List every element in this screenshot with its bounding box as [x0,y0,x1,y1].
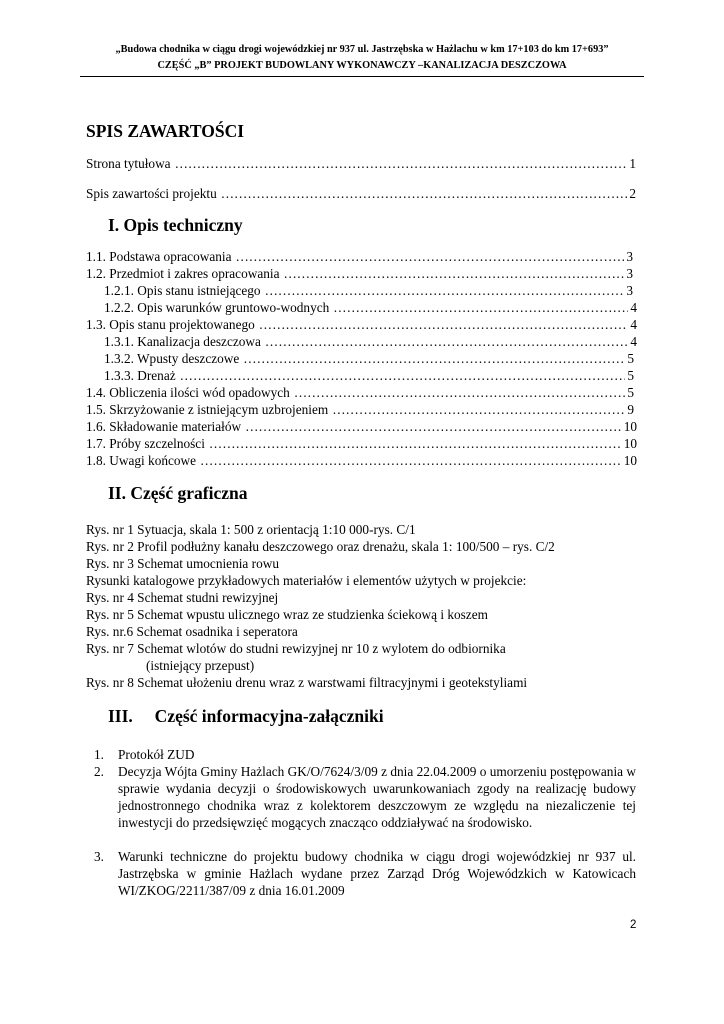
page-title: SPIS ZAWARTOŚCI [86,121,245,141]
toc-entry: 1.2.2. Opis warunków gruntowo-wodnych …………………………………………………………………………………………………………………………………………………………………… 4 [104,299,637,316]
header-line-2: CZĘŚĆ „B” PROJEKT BUDOWLANY WYKONAWCZY –KANALIZACJA DESZCZOWA [157,60,567,71]
page-number: 2 [630,919,637,931]
toc-entry: 1.2.1. Opis stanu istniejącego …………………………………………………………………………………………………………………………………………………………………… 3 [104,282,633,299]
toc-entry: 1.7. Próby szczelności …………………………………………………………………………………………………………………………………………………………………… 10 [86,435,637,452]
drawing-list-line: Rysunki katalogowe przykładowych materiałów i elementów użytych w projekcie: [86,573,527,588]
toc-entry-contents: Spis zawartości projektu …………………………………………………………………………………………………………………………………………………………………… 2 [86,185,636,202]
header-line-1: „Budowa chodnika w ciągu drogi wojewódzkiej nr 937 ul. Jastrzębska w Hażlachu w km 17+103 do km 17+693” [115,44,609,55]
toc-entry: 1.5. Skrzyżowanie z istniejącym uzbrojeniem …………………………………………………………………………………………………………………………………………………………………… 9 [86,401,634,418]
drawing-list-line: (istniejący przepust) [146,658,255,673]
toc-entry: 1.8. Uwagi końcowe …………………………………………………………………………………………………………………………………………………………………… 10 [86,452,637,469]
drawing-list-line: Rys. nr 7 Schemat wlotów do studni rewizyjnej nr 10 z wylotem do odbiornika [86,641,506,656]
toc-entry: 1.3.2. Wpusty deszczowe …………………………………………………………………………………………………………………………………………………………………… 5 [104,350,634,367]
attachment-text: Warunki techniczne do projektu budowy chodnika w ciągu drogi wojewódzkiej nr 937 ul. Jastrzębska w gminie Hażlach wydane przez Zarząd Dróg Wojewódzkich w Katowicach WI/ZKOG/2211/387/09 z dnia 16.01.2009 [118,849,636,898]
attachment-number: 3. [94,849,104,864]
attachment-text: Decyzja Wójta Gminy Hażlach GK/O/7624/3/09 z dnia 22.04.2009 o umorzeniu postępowania w sprawie wydania decyzji o środowiskowych uwarunkowaniach zgody na realizację budowy jednostronnego chodnika wraz z kolektorem deszczowym ze względu na niezaliczenie tej inwestycji do przedsięwzięć mogących znacząco oddziaływać na środowisko. [118,764,636,830]
toc-entry: 1.6. Składowanie materiałów …………………………………………………………………………………………………………………………………………………………………… 10 [86,418,637,435]
drawing-list-line: Rys. nr 2 Profil podłużny kanału deszczowego oraz drenażu, skala 1: 100/500 – rys. C/2 [86,539,555,554]
toc-entry: 1.2. Przedmiot i zakres opracowania …………………………………………………………………………………………………………………………………………………………………… 3 [86,265,633,282]
attachment-number: 1. [94,747,104,762]
drawing-list-line: Rys. nr 1 Sytuacja, skala 1: 500 z orientacją 1:10 000-rys. C/1 [86,522,416,537]
section-1-heading: I. Opis techniczny [108,215,243,235]
toc-entry: 1.3. Opis stanu projektowanego …………………………………………………………………………………………………………………………………………………………………… 4 [86,316,637,333]
drawing-list-line: Rys. nr.6 Schemat osadnika i seperatora [86,624,298,639]
header-divider [80,76,644,77]
section-2-heading: II. Część graficzna [108,483,248,503]
toc-entry: 1.3.3. Drenaż …………………………………………………………………………………………………………………………………………………………………… 5 [104,367,634,384]
drawing-list-line: Rys. nr 5 Schemat wpustu ulicznego wraz ze studzienka ściekową i koszem [86,607,488,622]
toc-entry: 1.4. Obliczenia ilości wód opadowych …………………………………………………………………………………………………………………………………………………………………… 5 [86,384,634,401]
attachment-number: 2. [94,764,104,779]
section-3-heading: III. Część informacyjna-załączniki [108,706,384,726]
toc-entry-title-page: Strona tytułowa …………………………………………………………………………………………………………………………………………………………………… 1 [86,155,636,172]
toc-entry: 1.3.1. Kanalizacja deszczowa …………………………………………………………………………………………………………………………………………………………………… 4 [104,333,637,350]
drawing-list-line: Rys. nr 4 Schemat studni rewizyjnej [86,590,279,605]
drawing-list-line: Rys. nr 8 Schemat ułożeniu drenu wraz z warstwami filtracyjnymi i geotekstyliami [86,675,528,690]
toc-entry: 1.1. Podstawa opracowania …………………………………………………………………………………………………………………………………………………………………… 3 [86,248,633,265]
attachment-text: Protokół ZUD [118,747,195,762]
drawing-list-line: Rys. nr 3 Schemat umocnienia rowu [86,556,279,571]
document-header [80,42,644,74]
